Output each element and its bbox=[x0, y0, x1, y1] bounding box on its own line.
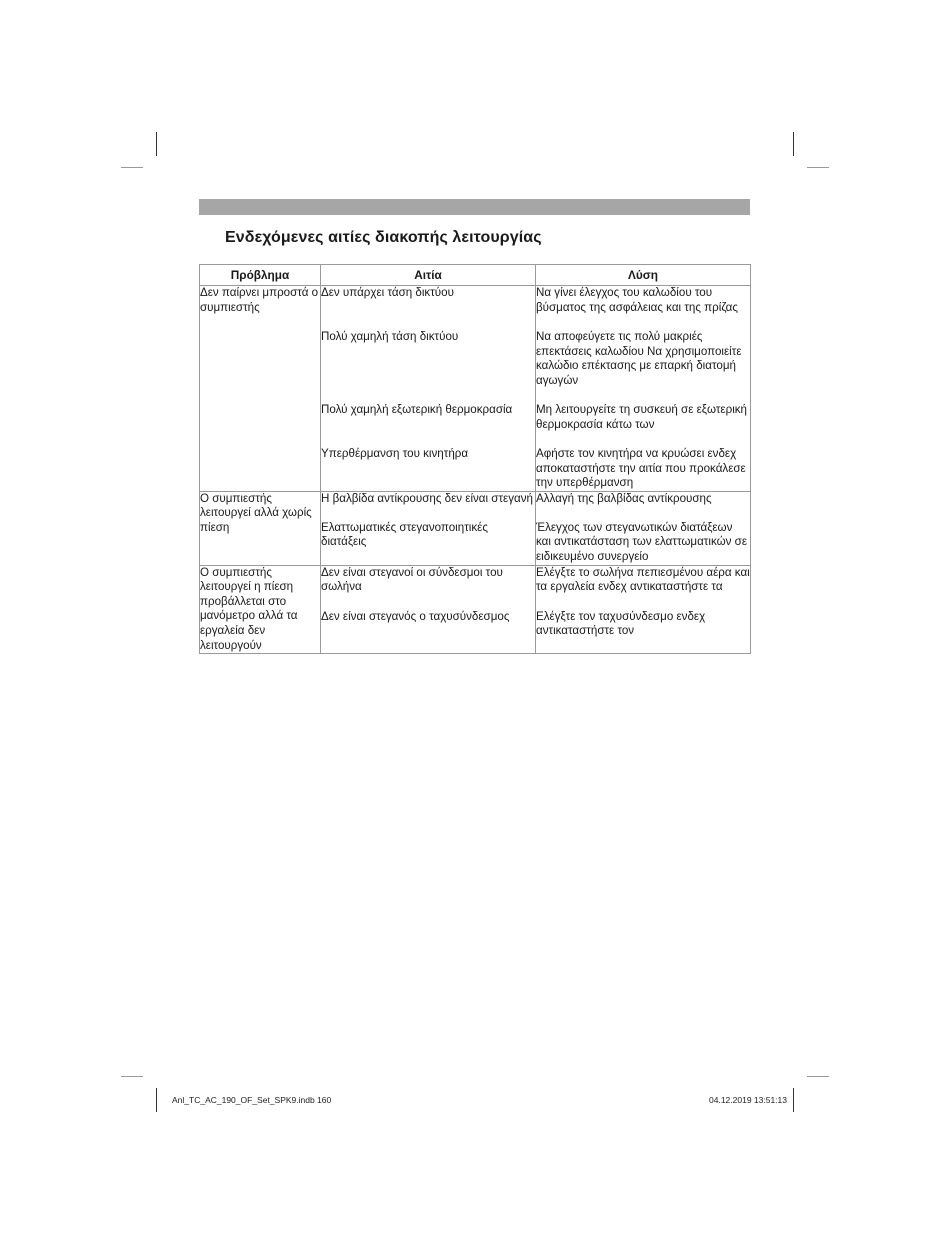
cause-text: Πολύ χαμηλή τάση δικτύου bbox=[321, 330, 459, 343]
solution-text: Να αποφεύγετε τις πολύ μακριές επεκτάσεις καλωδίου Να χρησιμοποιείτε καλώδιο επέκτασης με επαρκή διατομή αγωγών bbox=[536, 330, 742, 387]
cause-text: Δεν υπάρχει τάση δικτύου bbox=[321, 286, 454, 299]
cause-cell bbox=[321, 565, 536, 654]
cause-text: Ελαττωματικές στεγανοποιητικές διατάξεις bbox=[321, 520, 488, 549]
cause-text: Πολύ χαμηλή εξωτερική θερμοκρασία bbox=[321, 403, 513, 416]
cause-text: Η βαλβίδα αντίκρουσης δεν είναι στεγανή bbox=[321, 491, 533, 505]
column-header-cause: Αιτία bbox=[321, 265, 536, 286]
crop-mark bbox=[807, 1076, 829, 1077]
crop-mark bbox=[156, 132, 157, 156]
solution-text: Να γίνει έλεγχος του καλωδίου του βύσματος της ασφάλειας και της πρίζας bbox=[536, 286, 738, 314]
problem-text: Ο συμπιεστής λειτουργεί αλλά χωρίς πίεση bbox=[200, 491, 312, 534]
problem-cell bbox=[200, 491, 321, 565]
solution-text: Αφήστε τον κινητήρα να κρυώσει ενδεχ αποκαταστήστε την αιτία που προκάλεσε την υπερθέρμανση bbox=[536, 447, 746, 490]
cause-text: Υπερθέρμανση του κινητήρα bbox=[321, 447, 469, 460]
solution-cell bbox=[536, 491, 751, 565]
solution-cell bbox=[536, 286, 751, 492]
table-header-row bbox=[200, 265, 751, 286]
page-title: Ενδεχόμενες αιτίες διακοπής λειτουργίας bbox=[225, 229, 542, 246]
solution-text: Μη λειτουργείτε τη συσκευή σε εξωτερική θερμοκρασία κάτω των bbox=[536, 403, 748, 431]
solution-text: Ελέγξτε τον ταχυσύνδεσμο ενδεχ αντικαταστήστε τον bbox=[536, 609, 706, 638]
table-row bbox=[200, 565, 751, 654]
solution-text: Ελέγξτε το σωλήνα πεπιεσμένου αέρα και τα εργαλεία ενδεχ αντικαταστήστε τα bbox=[536, 565, 750, 594]
solution-text: Έλεγχος των στεγανωτικών διατάξεων και αντικατάσταση των ελαττωματικών σε ειδικευμένο συνεργείο bbox=[536, 520, 747, 563]
crop-mark bbox=[793, 132, 794, 156]
problem-text: Ο συμπιεστής λειτουργεί η πίεση προβάλλεται στο μανόμετρο αλλά τα εργαλεία δεν λειτουργούν bbox=[200, 565, 298, 652]
cause-text: Δεν είναι στεγανός ο ταχυσύνδεσμος bbox=[321, 609, 510, 623]
table-row bbox=[200, 491, 751, 565]
column-header-solution: Λύση bbox=[536, 265, 751, 286]
crop-mark bbox=[793, 1088, 794, 1112]
crop-mark bbox=[807, 167, 829, 168]
troubleshooting-table bbox=[199, 264, 751, 654]
crop-mark bbox=[121, 167, 143, 168]
header-bar bbox=[199, 199, 750, 215]
solution-cell bbox=[536, 565, 751, 654]
cause-cell bbox=[321, 286, 536, 492]
table-row bbox=[200, 286, 751, 492]
problem-text: Δεν παίρνει μπροστά ο συμπιεστής bbox=[200, 286, 319, 314]
footer-file-info: Anl_TC_AC_190_OF_Set_SPK9.indb 160 bbox=[172, 1095, 332, 1105]
crop-mark bbox=[156, 1088, 157, 1112]
cause-cell bbox=[321, 491, 536, 565]
solution-text: Αλλαγή της βαλβίδας αντίκρουσης bbox=[536, 491, 712, 505]
column-header-problem: Πρόβλημα bbox=[200, 265, 321, 286]
problem-cell bbox=[200, 565, 321, 654]
footer-timestamp: 04.12.2019 13:51:13 bbox=[709, 1095, 787, 1105]
crop-mark bbox=[121, 1076, 143, 1077]
cause-text: Δεν είναι στεγανοί οι σύνδεσμοι του σωλήνα bbox=[321, 565, 503, 594]
problem-cell bbox=[200, 286, 321, 492]
